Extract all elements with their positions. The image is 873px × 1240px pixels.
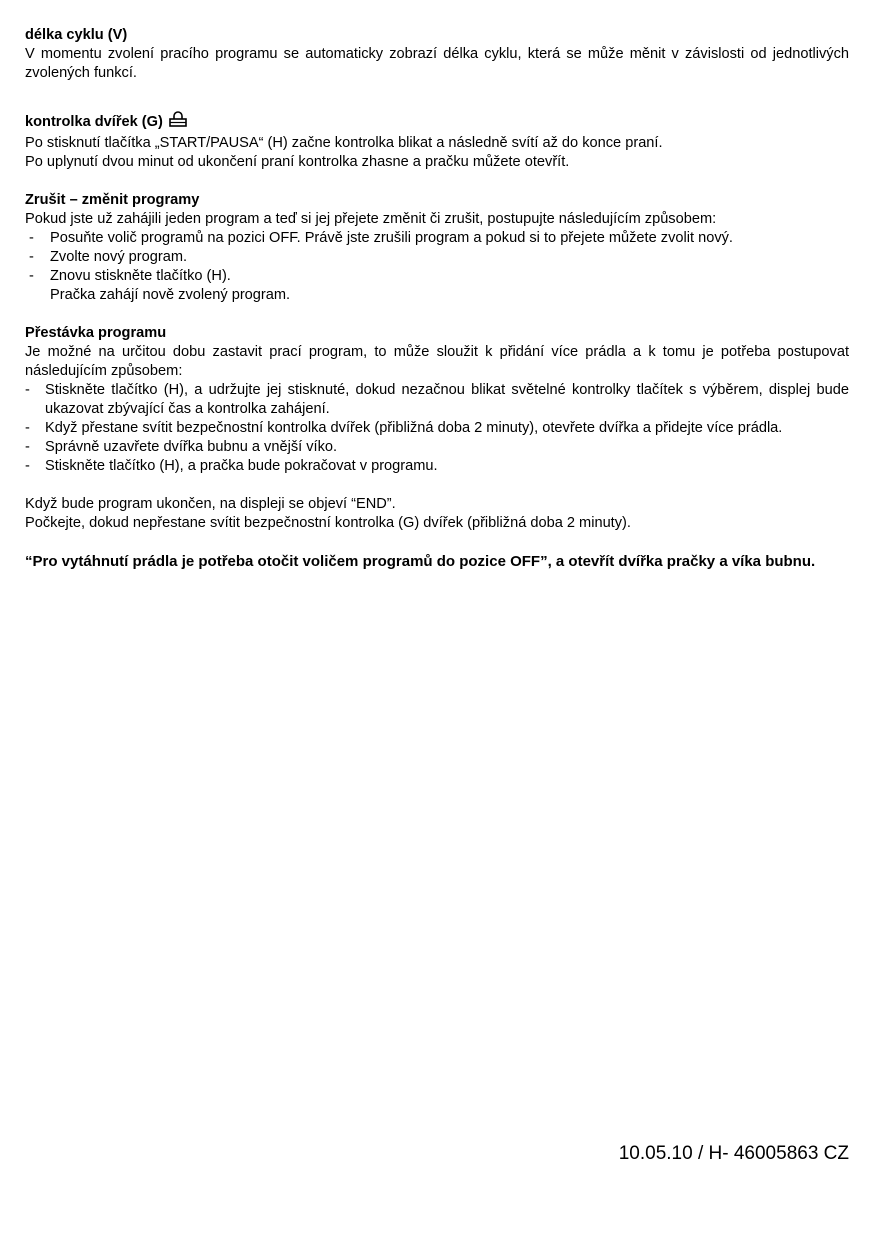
pause-intro: Je možné na určitou dobu zastavit prací program, to může sloužit k přidání více prádla a k tomu je potřeba postupovat následujícím způsobem: — [25, 344, 849, 379]
cancel-heading: Zrušit – změnit programy — [25, 192, 200, 208]
end-section — [25, 495, 849, 533]
list-item — [25, 381, 849, 419]
list-item-text: Posuňte volič programů na pozici OFF. Právě jste zrušili program a pokud si to přejete můžete zvolit nový. — [50, 230, 733, 246]
bullet-dash: - — [25, 439, 30, 455]
list-item — [25, 267, 849, 286]
list-item-text: Správně uzavřete dvířka bubnu a vnější víko. — [45, 439, 338, 455]
list-item — [25, 248, 849, 267]
list-item-text: Stiskněte tlačítko (H), a udržujte jej stisknuté, dokud nezačnou blikat světelné kontrolky tlačítek s výběrem, displej bude ukazovat zbývající čas a kontrolka zahájení. — [45, 382, 849, 417]
list-item-text: Znovu stiskněte tlačítko (H). — [50, 268, 231, 284]
document-footer: 10.05.10 / H- 46005863 CZ — [618, 1143, 849, 1164]
bullet-dash: - — [29, 230, 34, 246]
list-item-text: Stiskněte tlačítko (H), a pračka bude pokračovat v programu. — [45, 458, 438, 474]
cancel-section — [25, 191, 849, 305]
cancel-intro: Pokud jste už zahájili jeden program a teď si jej přejete změnit či zrušit, postupujte následujícím způsobem: — [25, 211, 717, 227]
door-heading-line — [25, 111, 849, 134]
spacer — [25, 305, 849, 324]
pause-heading: Přestávka programu — [25, 325, 167, 341]
bullet-dash: - — [25, 420, 30, 436]
spacer — [25, 533, 849, 552]
bullet-dash: - — [25, 382, 30, 398]
cycle-section — [25, 26, 849, 83]
door-section — [25, 111, 849, 172]
bullet-dash: - — [29, 268, 34, 284]
cancel-list — [25, 229, 849, 286]
end-line-1: Když bude program ukončen, na displeji se objeví “END”. — [25, 496, 396, 512]
cancel-after: Pračka zahájí nově zvolený program. — [50, 287, 291, 303]
list-item-text: Zvolte nový program. — [50, 249, 188, 265]
bullet-dash: - — [29, 249, 34, 265]
list-item-text: Když přestane svítit bezpečnostní kontrolka dvířek (přibližná doba 2 minuty), otevřete dvířka a přidejte více prádla. — [45, 420, 783, 436]
spacer — [25, 83, 849, 111]
list-item — [25, 229, 849, 248]
lock-icon — [169, 111, 187, 134]
list-item — [25, 457, 849, 476]
list-item — [25, 419, 849, 438]
laundry-removal-note: “Pro vytáhnutí prádla je potřeba otočit voličem programů do pozice OFF”, a otevřít dvířka pračky a víka bubnu. — [25, 553, 816, 570]
door-heading: kontrolka dvířek (G) — [25, 114, 163, 130]
list-item — [25, 438, 849, 457]
cycle-heading: délka cyklu (V) — [25, 27, 128, 43]
spacer — [25, 172, 849, 191]
cycle-text: V momentu zvolení pracího programu se automaticky zobrazí délka cyklu, která se může měnit v závislosti od jednotlivých zvolených funkcí. — [25, 46, 849, 81]
door-line-1: Po stisknutí tlačítka „START/PAUSA“ (H) začne kontrolka blikat a následně svítí až do konce praní. — [25, 135, 663, 151]
bullet-dash: - — [25, 458, 30, 474]
spacer — [25, 476, 849, 495]
end-line-2: Počkejte, dokud nepřestane svítit bezpečnostní kontrolka (G) dvířek (přibližná doba 2 minuty). — [25, 515, 631, 531]
pause-list — [25, 381, 849, 476]
pause-section — [25, 324, 849, 476]
door-line-2: Po uplynutí dvou minut od ukončení praní kontrolka zhasne a pračku můžete otevřít. — [25, 154, 570, 170]
document-page — [25, 26, 849, 572]
